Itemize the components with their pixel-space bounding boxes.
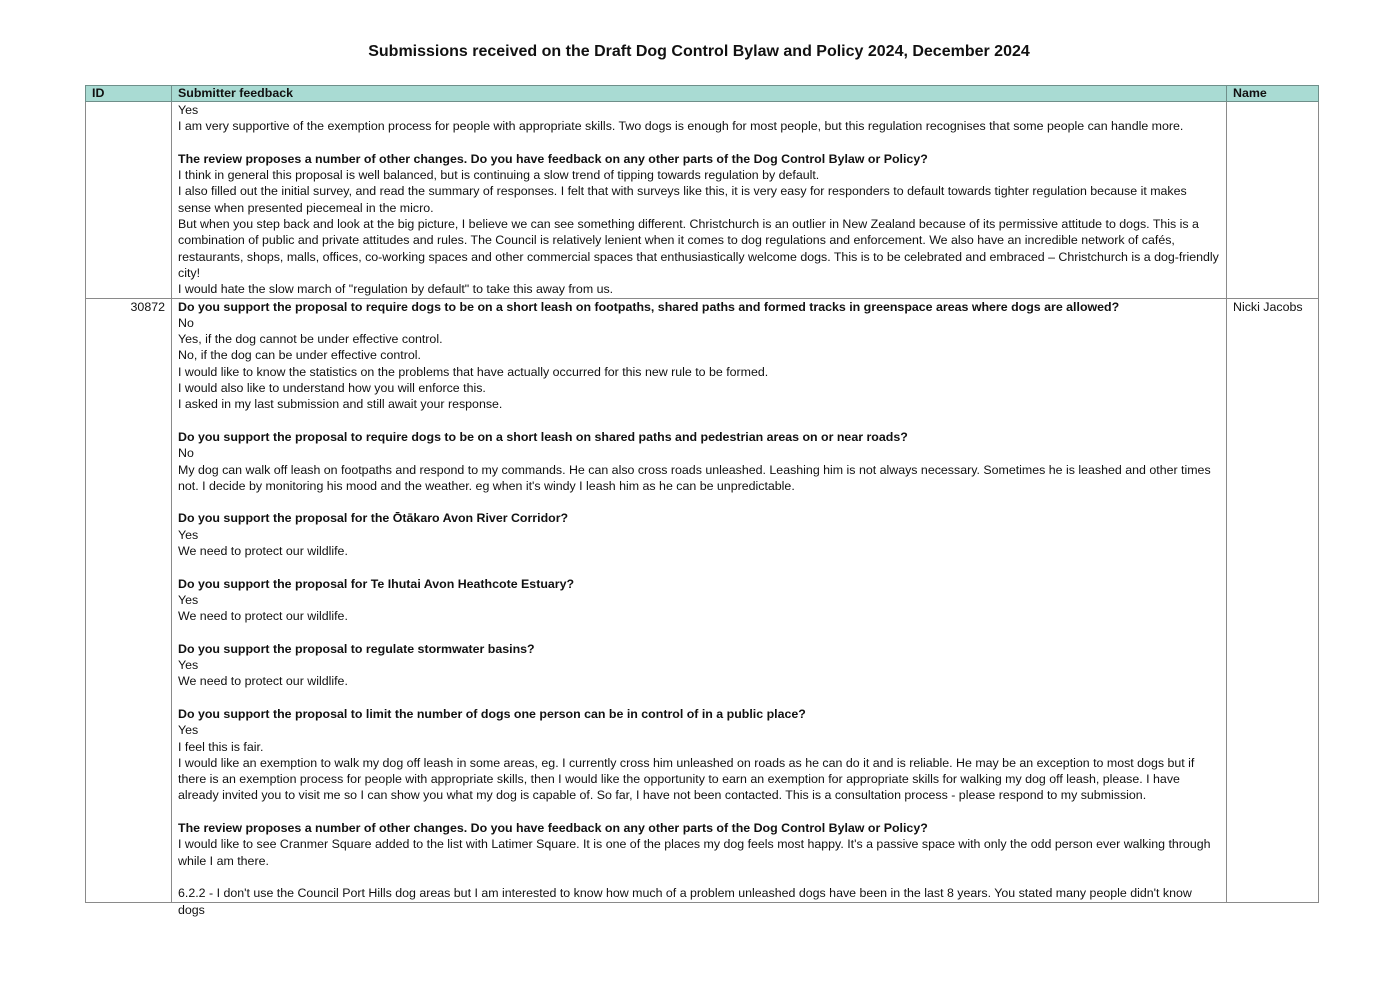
column-header-name: Name	[1227, 86, 1319, 102]
answer-text: I asked in my last submission and still await your response.	[178, 397, 503, 412]
submitter-name	[1227, 102, 1319, 299]
submitter-name: Nicki Jacobs	[1227, 298, 1319, 902]
answer-text: I am very supportive of the exemption process for people with appropriate skills. Two dogs is enough for most people, but this regulation recognises that some people can handle more.	[178, 119, 1184, 134]
answer-text: I would like to see Cranmer Square added to the list with Latimer Square. It is one of the places my dog feels most happy. It's a passive space with only the odd person ever walking through while I am there.	[178, 837, 1211, 868]
answer-text: My dog can walk off leash on footpaths and respond to my commands. He can also cross roads unleashed. Leashing him is not always necessary. Sometimes he is leashed and other times not. I decide by monitoring his mood and the weather. eg when it's windy I leash him as he can be unpredictable.	[178, 462, 1211, 493]
paragraph-gap	[178, 869, 1220, 885]
answer-text: No	[178, 315, 194, 330]
answer-text: I would also like to understand how you will enforce this.	[178, 381, 486, 396]
paragraph-gap	[178, 135, 1220, 151]
paragraph-gap	[178, 690, 1220, 706]
paragraph-gap	[178, 559, 1220, 575]
answer-text: We need to protect our wildlife.	[178, 674, 348, 689]
answer-text: Yes	[178, 527, 199, 542]
answer-text: I would like an exemption to walk my dog off leash in some areas, eg. I currently cross him unleashed on roads as he can do it and is reliable. He may be an exception to most dogs but if there is an exemption process for people with appropriate skills, then I would like the opportunity to earn an exemption for appropriate skills for walking my dog off leash, please. I have already invited you to visit me so I can show you what my dog is capable of. So far, I have not been contacted. This is a consultation process - please respond to my submission.	[178, 755, 1195, 803]
answer-text: I feel this is fair.	[178, 739, 264, 754]
question-heading: Do you support the proposal to regulate stormwater basins?	[178, 641, 535, 656]
question-heading: The review proposes a number of other changes. Do you have feedback on any other parts of the Dog Control Bylaw or Policy?	[178, 151, 928, 166]
question-heading: Do you support the proposal for the Ōtākaro Avon River Corridor?	[178, 511, 569, 526]
submitter-feedback	[172, 102, 1227, 299]
question-heading: Do you support the proposal for Te Ihutai Avon Heathcote Estuary?	[178, 576, 575, 591]
answer-text: I think in general this proposal is well balanced, but is continuing a slow trend of tipping towards regulation by default.	[178, 168, 820, 183]
question-heading: The review proposes a number of other changes. Do you have feedback on any other parts of the Dog Control Bylaw or Policy?	[178, 821, 928, 836]
answer-text: Yes	[178, 103, 199, 117]
answer-text: Yes	[178, 723, 199, 738]
column-header-id: ID	[86, 86, 172, 102]
answer-text: Yes	[178, 592, 199, 607]
table-header-row	[86, 86, 1319, 102]
answer-text: But when you step back and look at the big picture, I believe we can see something different. Christchurch is an outlier in New Zealand because of its permissive attitude to dogs. This is a combination of public and private attitudes and rules. The Council is relatively lenient when it comes to dog regulations and enforcement. We also have an incredible network of cafés, restaurants, shops, malls, offices, co-working spaces and other commercial spaces that enthusiastically welcome dogs. This is to be celebrated and embraced – Christchurch is a dog-friendly city!	[178, 217, 1219, 280]
answer-text: I would like to know the statistics on the problems that have actually occurred for this new rule to be formed.	[178, 364, 769, 379]
answer-text: No, if the dog can be under effective control.	[178, 348, 421, 363]
submissions-table	[85, 85, 1319, 917]
submitter-feedback	[172, 298, 1227, 917]
paragraph-gap	[178, 413, 1220, 429]
answer-text: No	[178, 446, 194, 461]
table-row	[86, 298, 1319, 902]
question-heading: Do you support the proposal to limit the number of dogs one person can be in control of in a public place?	[178, 706, 806, 721]
paragraph-gap	[178, 804, 1220, 820]
answer-text: I would hate the slow march of "regulation by default" to take this away from us.	[178, 282, 614, 297]
page-title: Submissions received on the Draft Dog Control Bylaw and Policy 2024, December 2024	[368, 43, 1030, 60]
question-heading: Do you support the proposal to require dogs to be on a short leash on footpaths, shared paths and formed tracks in greenspace areas where dogs are allowed?	[178, 299, 1120, 314]
answer-text: We need to protect our wildlife.	[178, 544, 348, 559]
answer-text: I also filled out the initial survey, and read the summary of responses. I felt that with surveys like this, it is very easy for responders to default towards tighter regulation because it makes sense when presented piecemeal in the micro.	[178, 184, 1187, 215]
paragraph-gap	[178, 625, 1220, 641]
question-heading: Do you support the proposal to require dogs to be on a short leash on shared paths and pedestrian areas on or near roads?	[178, 429, 908, 444]
paragraph-gap	[178, 494, 1220, 510]
submission-id: 30872	[86, 298, 172, 902]
answer-text: Yes	[178, 658, 199, 673]
answer-text: 6.2.2 - I don't use the Council Port Hills dog areas but I am interested to know how much of a problem unleashed dogs have been in the last 8 years. You stated many people didn't know dogs	[178, 886, 1192, 917]
answer-text: Yes, if the dog cannot be under effective control.	[178, 332, 443, 347]
answer-text: We need to protect our wildlife.	[178, 609, 348, 624]
column-header-feedback: Submitter feedback	[172, 86, 1227, 102]
table-row	[86, 102, 1319, 299]
submission-id	[86, 102, 172, 299]
